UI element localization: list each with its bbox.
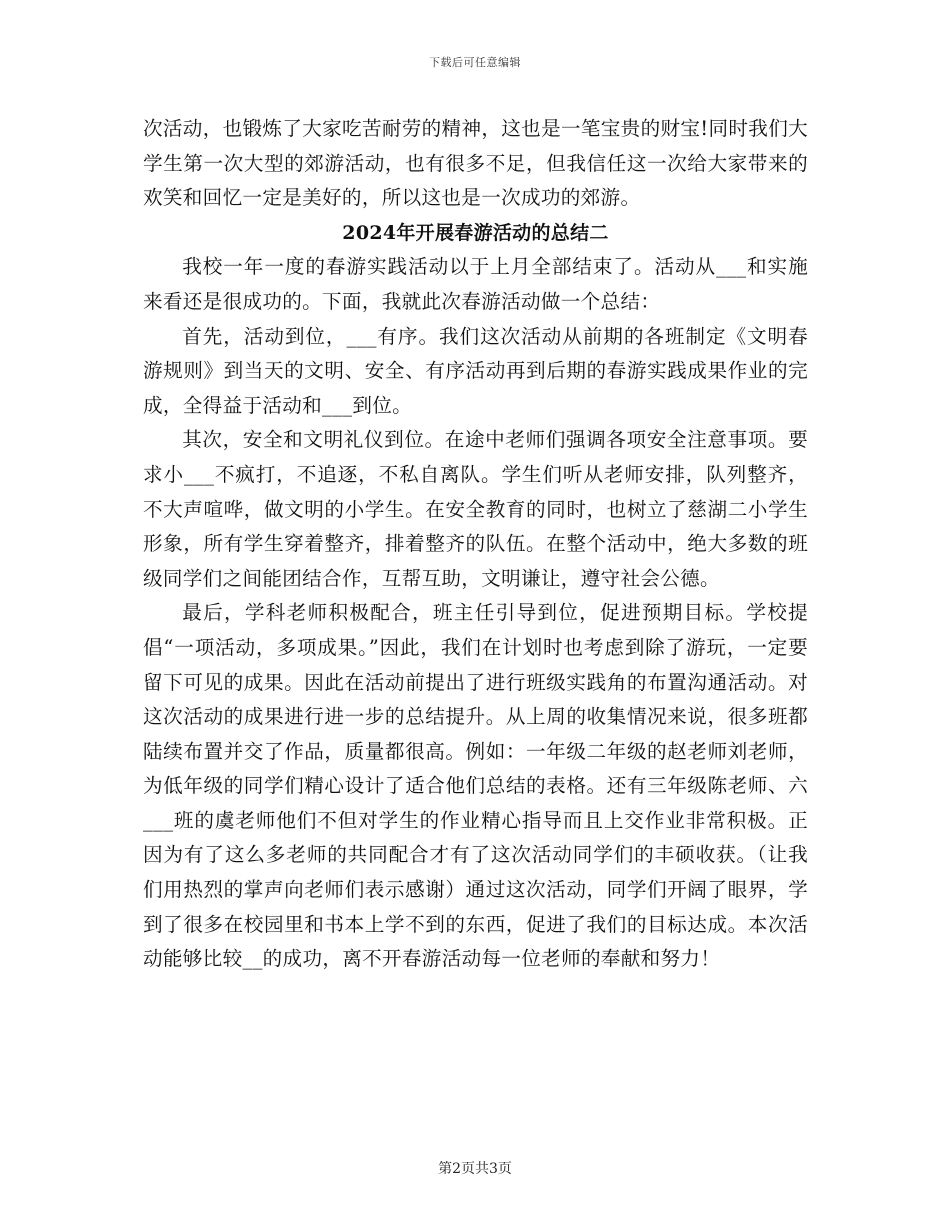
paragraph-1: 我校一年一度的春游实践活动以于上月全部结束了。活动从___和实施来看还是很成功的。下面，我就此次春游活动做一个总结： xyxy=(143,255,808,313)
paragraph-2: 首先，活动到位，___有序。我们这次活动从前期的各班制定《文明春游规则》到当天的文明、安全、有序活动再到后期的春游实践成果作业的完成，全得益于活动和___到位。 xyxy=(143,324,808,417)
page-footer-number: 第2页共3页 xyxy=(438,1161,512,1177)
paragraph-4: 最后，学科老师积极配合，班主任引导到位，促进预期目标。学校提倡“一项活动，多项成果。”因此，我们在计划时也考虑到除了游玩，一定要留下可见的成果。因此在活动前提出了进行班级实践角的布置沟通活动。对这次活动的成果进行进一步的总结提升。从上周的收集情况来说，很多班都陆续布置并交了作品，质量都很高。例如：一年级二年级的赵老师刘老师，为低年级的同学们精心设计了适合他们总结的表格。还有三年级陈老师、六___班的虞老师他们不但对学生的作业精心指导而且上交作业非常积极。正因为有了这么多老师的共同配合才有了这次活动同学们的丰硕收获。（让我们用热烈的掌声向老师们表示感谢）通过这次活动，同学们开阔了眼界，学到了很多在校园里和书本上学不到的东西，促进了我们的目标达成。本次活动能够比较__的成功，离不开春游活动每一位老师的奉献和努力！ xyxy=(143,601,808,971)
document-body xyxy=(143,112,808,977)
paragraph-3: 其次，安全和文明礼仪到位。在途中老师们强调各项安全注意事项。要求小___不疯打，不追逐，不私自离队。学生们听从老师安排，队列整齐，不大声喧哗，做文明的小学生。在安全教育的同时，也树立了慈湖二小学生形象，所有学生穿着整齐，排着整齐的队伍。在整个活动中，绝大多数的班级同学们之间能团结合作，互帮互助，文明谦让，遵守社会公德。 xyxy=(143,428,808,590)
section-title: 2024年开展春游活动的总结二 xyxy=(342,221,609,244)
page-header-note: 下载后可任意编辑 xyxy=(429,56,521,69)
intro-paragraph: 次活动，也锻炼了大家吃苦耐劳的精神，这也是一笔宝贵的财宝!同时我们大学生第一次大型的郊游活动，也有很多不足，但我信任这一次给大家带来的欢笑和回忆一定是美好的，所以这也是一次成功的郊游。 xyxy=(143,117,808,210)
